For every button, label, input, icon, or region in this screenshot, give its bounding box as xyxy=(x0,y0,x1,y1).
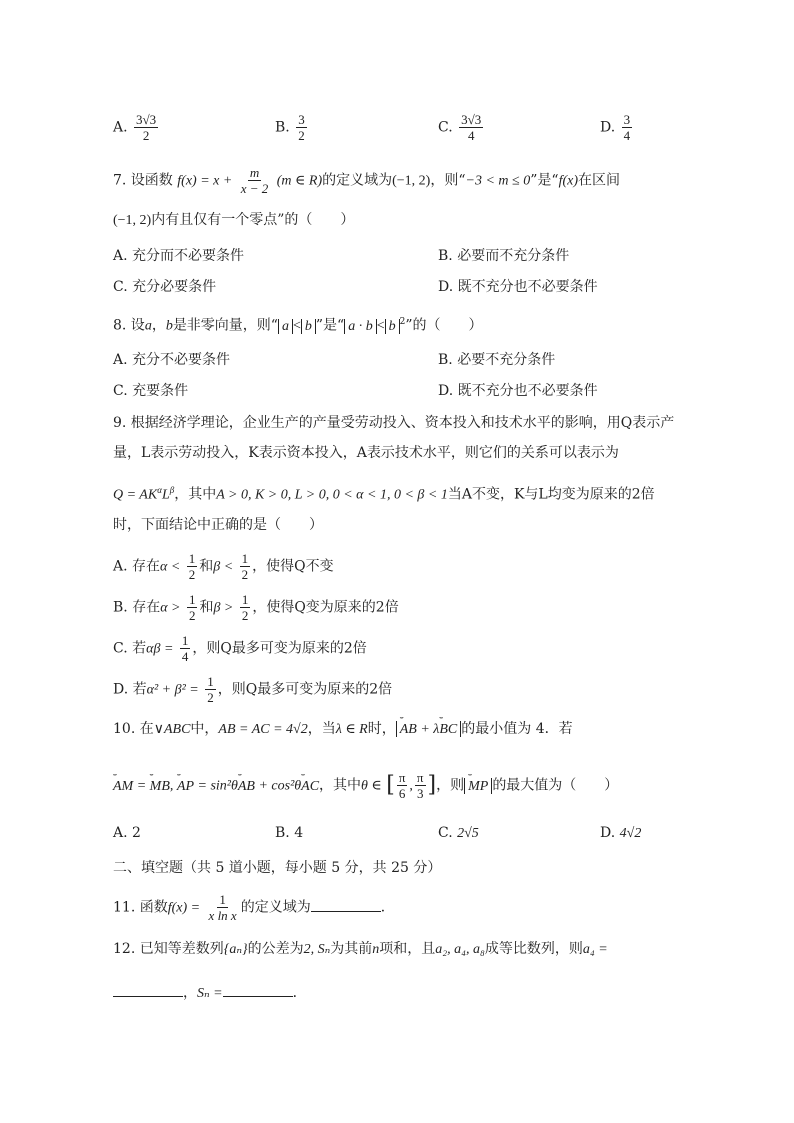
q6-option-b[interactable] xyxy=(275,112,309,143)
q8-option-a[interactable]: A. 充分不必要条件 xyxy=(113,352,231,368)
q9-option-c[interactable]: C. 若αβ = $\frac{1}{4}$ ，则Q最多可变为原来的2倍 xyxy=(113,633,367,664)
q6-option-c-frac: $\frac{3√3}{4}$ xyxy=(461,112,482,143)
q7-stem-line1: 7. 设函数 f(x) = x + $\frac{m}{x - 2}$ (m ∈ R)的定义域为(−1, 2)，则“−3 < m ≤ 0”是“f(x)在区间 xyxy=(113,165,620,196)
q9-option-a[interactable]: A. 存在α < $\frac{1}{2}$ 和β < $\frac{1}{2}$ ，使得Q不变 xyxy=(113,551,334,582)
q6-option-c[interactable] xyxy=(438,112,485,143)
q10-option-b[interactable]: B. 4 xyxy=(275,825,304,841)
q9-stem-line3: $Q = AK^\alpha L^\beta$，其中A > 0, K > 0, L > 0, 0 < α < 1, 0 < β < 1当A不变，K与L均变为原来的2倍 xyxy=(113,485,655,503)
q8-stem: 8. 设a，b是非零向量，则“ a < b ”是“ a · b < b $^2$”的（ ） xyxy=(113,317,483,334)
q7-stem-line2: (−1, 2)内有且仅有一个零点”的（ ） xyxy=(113,212,355,228)
q10-stem-line2: ᵕᵕ AM = ᵕᵕ MB, ᵕᵕ AP = sin²θᵕᵕ AB + cos²θᵕᵕ AC，其中θ ∈ [ $\frac{\pi}{6}$ , $\frac{\pi}{3}$ ]，则ᵕᵕ MP 的最大值为（ ） xyxy=(113,770,618,801)
q7-option-a[interactable]: A. 充分而不必要条件 xyxy=(113,248,245,264)
q10-option-d[interactable]: D. 4√2 xyxy=(600,825,642,841)
q9-stem-line1: 9. 根据经济学理论，企业生产的产量受劳动投入、资本投入和技术水平的影响，用Q表示产 xyxy=(113,415,675,431)
q12-answer-blank-sn[interactable] xyxy=(223,982,293,997)
q12-answer-blank-a4[interactable] xyxy=(113,982,183,997)
q10-stem-line1: 10. 在∨ABC中，AB = AC = 4√2，当λ ∈ R时，ᵕᵕ AB + λᵕᵕ BC 的最小值为 4．若 xyxy=(113,718,573,741)
q6-option-b-label: B. xyxy=(275,119,290,136)
q10-option-c[interactable]: C. 2√5 xyxy=(438,825,479,841)
q8-option-b[interactable]: B. 必要不充分条件 xyxy=(438,352,556,368)
section-title-fill-blank: 二、填空题（共 5 道小题，每小题 5 分，共 25 分） xyxy=(113,860,442,876)
q10-option-a[interactable]: A. 2 xyxy=(113,825,141,841)
q6-option-d-frac: $\frac{3}{4}$ xyxy=(623,112,631,143)
q11-answer-blank[interactable] xyxy=(311,897,381,912)
q7-option-d[interactable]: D. 既不充分也不必要条件 xyxy=(438,279,598,295)
q6-option-b-frac: $\frac{3}{2}$ xyxy=(298,112,305,143)
q12-stem-line2: ，Sₙ = ． xyxy=(113,982,307,1005)
q6-option-c-label: C. xyxy=(438,119,453,136)
q6-option-d-label: D. xyxy=(600,119,616,136)
q6-option-a-label: A. xyxy=(113,119,128,136)
q9-stem-line2: 量，L表示劳动投入，K表示资本投入，A表示技术水平，则它们的关系可以表示为 xyxy=(113,445,619,461)
q7-fraction: $\frac{m}{x - 2}$ xyxy=(240,165,269,196)
q7-option-c[interactable]: C. 充分必要条件 xyxy=(113,279,217,295)
q9-stem-line4: 时，下面结论中正确的是（ ） xyxy=(113,517,323,533)
q12-stem-line1: 12. 已知等差数列{aₙ}的公差为2, Sₙ为其前n项和，且a₂, a₄, a₈成等比数列，则a₄ = xyxy=(113,941,608,957)
q9-option-b[interactable]: B. 存在α > $\frac{1}{2}$ 和β > $\frac{1}{2}$ ，使得Q变为原来的2倍 xyxy=(113,592,399,623)
q8-option-c[interactable]: C. 充要条件 xyxy=(113,383,189,399)
q11-stem: 11. 函数f(x) = $\frac{1}{\text{x ln x}}$ 的定义域为 ． xyxy=(113,892,395,923)
q6-option-d[interactable] xyxy=(600,112,634,143)
q6-option-a[interactable] xyxy=(113,112,160,143)
q7-option-b[interactable]: B. 必要而不充分条件 xyxy=(438,248,570,264)
q6-option-a-frac: $\frac{3√3}{2}$ xyxy=(136,112,157,143)
q9-option-d[interactable]: D. 若α² + β² = $\frac{1}{2}$ ，则Q最多可变为原来的2倍 xyxy=(113,674,393,705)
q8-option-d[interactable]: D. 既不充分也不必要条件 xyxy=(438,383,598,399)
